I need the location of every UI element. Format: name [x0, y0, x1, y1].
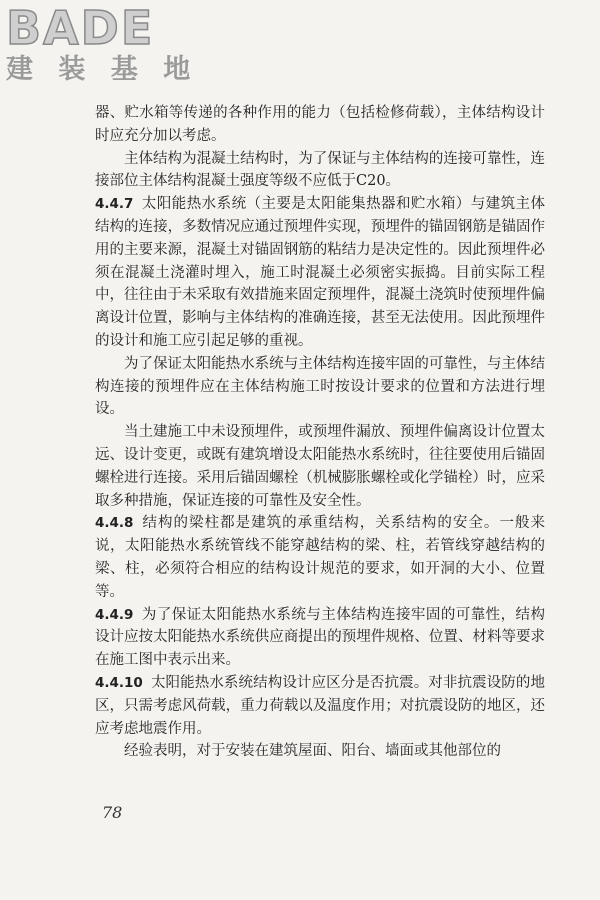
paragraph-text: 结构的梁柱都是建筑的承重结构，关系结构的安全。一般来说，太阳能热水系统管线不能穿越结构的梁、柱，若管线穿越结构的梁、柱，必须符合相应的结构设计规范的要求，如开洞的大小、位置等。 [95, 515, 545, 600]
clause-4-4-8 [95, 512, 545, 603]
brand-logo [6, 1, 206, 86]
section-number: 4.4.9 [95, 606, 134, 623]
document-body [95, 102, 545, 763]
paragraph-continuation [95, 102, 545, 148]
paragraph [95, 740, 545, 763]
paragraph-text: 主体结构为混凝土结构时，为了保证与主体结构的连接可靠性，连接部位主体结构混凝土强度等级不应低于C20。 [95, 150, 545, 190]
logo-wordmark: BADE [6, 1, 155, 55]
paragraph [95, 421, 545, 512]
clause-4-4-9 [95, 604, 545, 672]
paragraph-text: 为了保证太阳能热水系统与主体结构连接牢固的可靠性，结构设计应按太阳能热水系统供应商提出的预埋件规格、位置、材料等要求在施工图中表示出来。 [95, 606, 545, 669]
logo-subtitle: 建 装 基 地 [6, 54, 199, 85]
paragraph-text: 太阳能热水系统（主要是太阳能集热器和贮水箱）与建筑主体结构的连接，多数情况应通过预埋件实现，预埋件的锚固钢筋是锚固作用的主要来源，混凝土对锚固钢筋的粘结力是决定性的。因此预埋件必须在混凝土浇灌时埋入，施工时混凝土必须密实振捣。目前实际工程中，往往由于未采取有效措施来固定预埋件，混凝土浇筑时使预埋件偏离设计位置，影响与主体结构的准确连接，甚至无法使用。因此预埋件的设计和施工应引起足够的重视。 [95, 196, 545, 349]
section-number: 4.4.10 [95, 674, 143, 691]
paragraph-text: 当土建施工中未设预埋件，或预埋件漏放、预埋件偏离设计位置太远、设计变更，或既有建筑增设太阳能热水系统时，往往要使用后锚固螺栓进行连接。采用后锚固螺栓（机械膨胀螺栓或化学锚栓）时，应采取多种措施，保证连接的可靠性及安全性。 [95, 424, 545, 509]
paragraph-text: 器、贮水箱等传递的各种作用的能力（包括检修荷载），主体结构设计时应充分加以考虑。 [95, 105, 545, 144]
paragraph-text: 太阳能热水系统结构设计应区分是否抗震。对非抗震设防的地区，只需考虑风荷载，重力荷载以及温度作用；对抗震设防的地区，还应考虑地震作用。 [95, 674, 545, 737]
paragraph-text: 为了保证太阳能热水系统与主体结构连接牢固的可靠性，与主体结构连接的预埋件应在主体结构施工时按设计要求的位置和方法进行埋设。 [95, 355, 545, 418]
paragraph [95, 353, 545, 421]
paragraph-text: 经验表明，对于安装在建筑屋面、阳台、墙面或其他部位的 [124, 743, 501, 760]
paragraph [95, 148, 545, 194]
clause-4-4-10 [95, 672, 545, 740]
clause-4-4-7 [95, 193, 545, 353]
section-number: 4.4.8 [95, 515, 134, 532]
page-number: 78 [102, 803, 123, 822]
section-number: 4.4.7 [95, 196, 134, 213]
